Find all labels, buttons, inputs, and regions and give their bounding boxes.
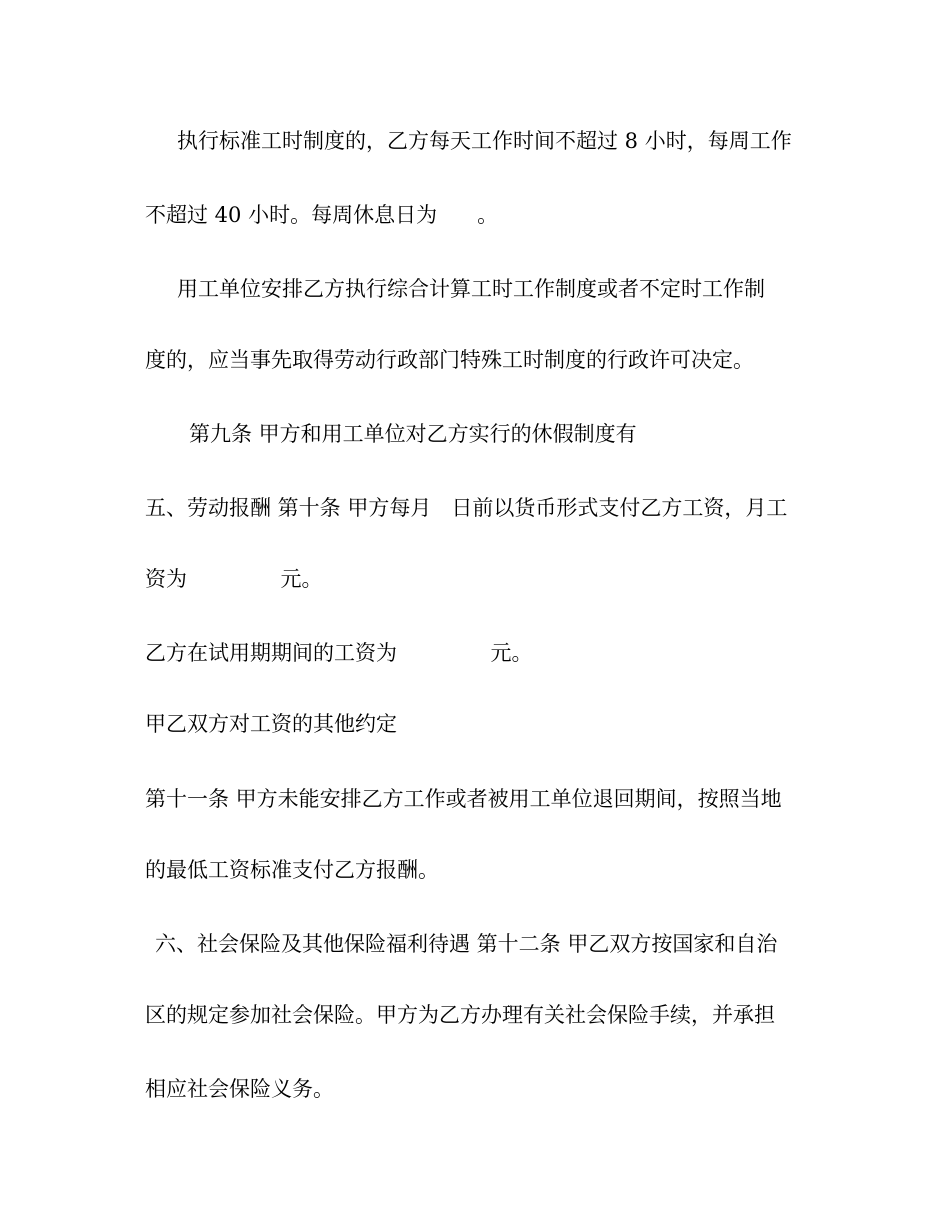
paragraph-line: 甲乙双方对工资的其他约定 — [145, 712, 397, 736]
paragraph-line: 区的规定参加社会保险。甲方为乙方办理有关社会保险手续，并承担 — [145, 1003, 775, 1027]
paragraph-line: 不超过 40 小时。每周休息日为 。 — [145, 203, 499, 227]
paragraph-line: 相应社会保险义务。 — [145, 1077, 334, 1101]
section-heading: 六、社会保险及其他保险福利待遇 第十二条 甲乙双方按国家和自治 — [155, 932, 778, 956]
paragraph-line: 用工单位安排乙方执行综合计算工时工作制度或者不定时工作制 — [177, 277, 765, 301]
section-heading: 五、劳动报酬 第十条 甲方每月 日前以货币形式支付乙方工资，月工 — [145, 496, 788, 520]
paragraph-line: 执行标准工时制度的，乙方每天工作时间不超过 8 小时，每周工作 — [177, 129, 792, 153]
paragraph-line: 资为 元。 — [145, 567, 323, 591]
article-heading: 第十一条 甲方未能安排乙方工作或者被用工单位退回期间，按照当地 — [145, 787, 782, 811]
paragraph-line: 的最低工资标准支付乙方报酬。 — [145, 858, 439, 882]
paragraph-line: 乙方在试用期期间的工资为 元。 — [145, 641, 533, 665]
article-heading: 第九条 甲方和用工单位对乙方实行的休假制度有 — [189, 422, 637, 446]
paragraph-line: 度的，应当事先取得劳动行政部门特殊工时制度的行政许可决定。 — [145, 348, 754, 372]
